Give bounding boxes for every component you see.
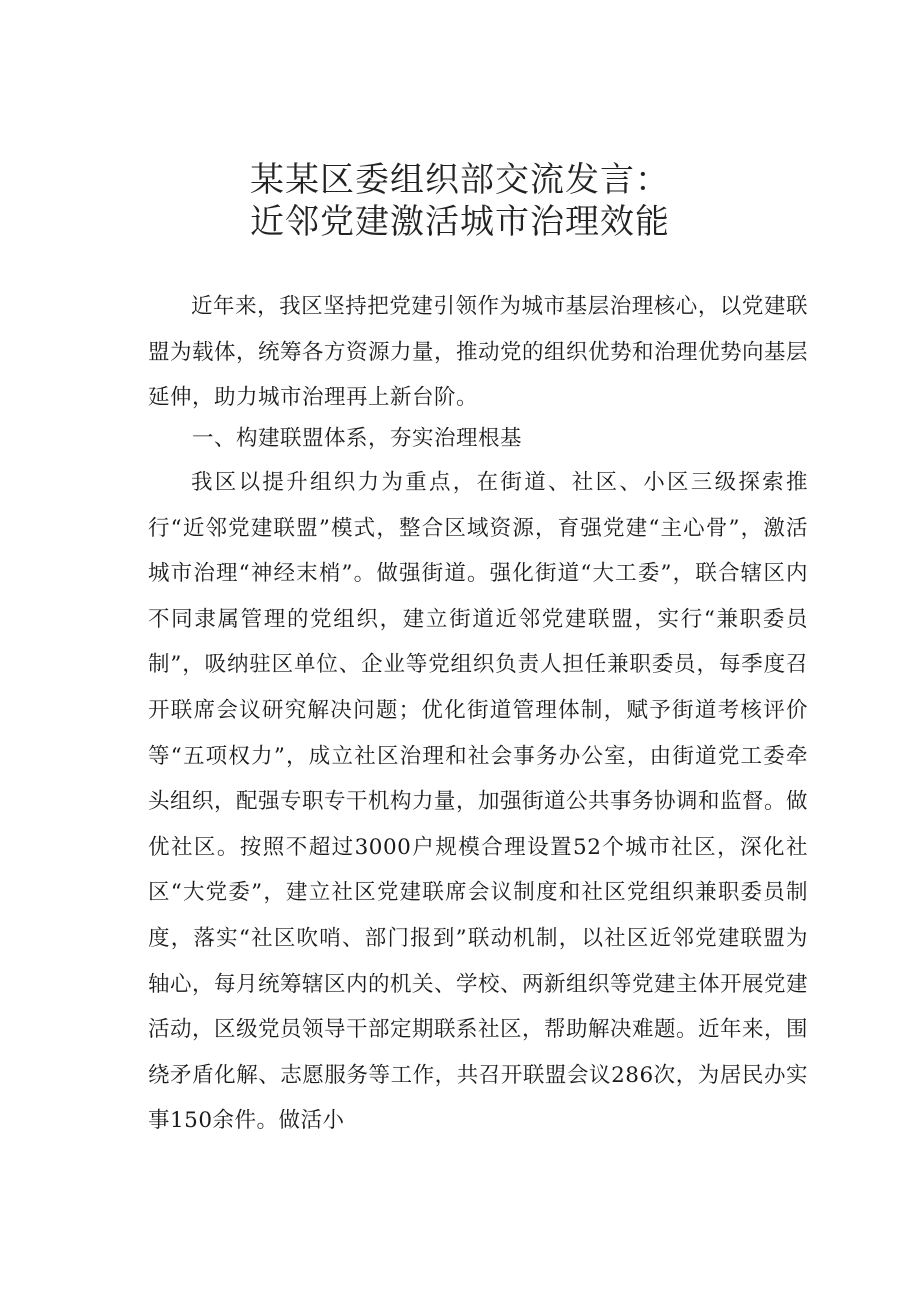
document-title-line-2: 近邻党建激活城市治理效能 xyxy=(250,202,670,242)
section-1-paragraph: 我区以提升组织力为重点，在街道、社区、小区三级探索推行“近邻党建联盟”模式，整合区域资源，育强党建“主心骨”，激活城市治理“神经末梢”。做强街道。强化街道“大工委”，联合辖区内不同隶属管理的党组织，建立街道近邻党建联盟，实行“兼职委员制”，吸纳驻区单位、企业等党组织负责人担任兼职委员，每季度召开联席会议研究解决问题；优化街道管理体制，赋予街道考核评价等“五项权力”，成立社区治理和社会事务办公室，由街道党工委牵头组织，配强专职专干机构力量，加强街道公共事务协调和监督。做优社区。按照不超过3000户规模合理设置52个城市社区，深化社区“大党委”，建立社区党建联席会议制度和社区党组织兼职委员制度，落实“社区吹哨、部门报到”联动机制，以社区近邻党建联盟为轴心，每月统筹辖区内的机关、学校、两新组织等党建主体开展党建活动，区级党员领导干部定期联系社区，帮助解决难题。近年来，围绕矛盾化解、志愿服务等工作，共召开联盟会议286次，为居民办实事150余件。做活小 xyxy=(148,470,809,1134)
section-1-heading: 一、构建联盟体系，夯实治理根基 xyxy=(192,426,523,451)
intro-paragraph: 近年来，我区坚持把党建引领作为城市基层治理核心，以党建联盟为载体，统筹各方资源力量，推动党的组织优势和治理优势向基层延伸，助力城市治理再上新台阶。 xyxy=(148,294,809,411)
document-title-line-1: 某某区委组织部交流发言： xyxy=(250,160,670,200)
